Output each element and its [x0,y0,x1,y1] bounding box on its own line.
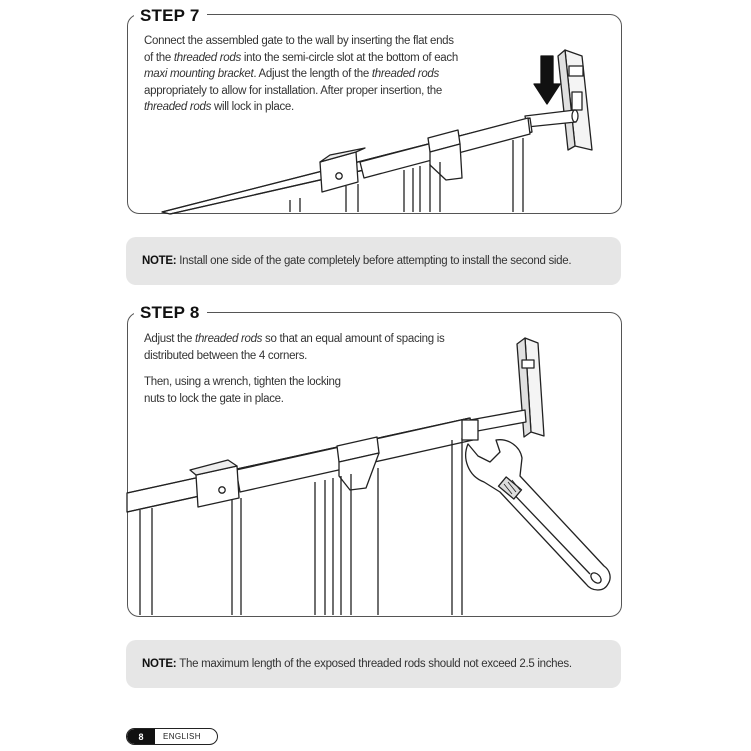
note2-label: NOTE: [142,658,177,670]
text-line: appropriately to allow for installation. After proper insertion, the [144,84,442,97]
page-footer-badge [126,728,218,745]
step8-instructions-2 [144,374,464,407]
text-line: nuts to lock the gate in place. [144,392,284,405]
step8-instructions-1 [144,331,464,364]
note1-text: Install one side of the gate completely before attempting to install the second side. [179,255,572,267]
text-line: of the threaded rods into the semi-circle slot at the bottom of each [144,51,458,64]
text-line: Then, using a wrench, tighten the locking [144,376,341,388]
note1-label: NOTE: [142,255,177,267]
text-line: threaded rods will lock in place. [144,101,294,113]
step7-instructions [144,33,474,116]
text-line: maxi mounting bracket. Adjust the length of the threaded rods [144,68,439,80]
text-line: Adjust the threaded rods so that an equal amount of spacing is [144,333,445,345]
language-label: ENGLISH [163,732,201,741]
step7-title: STEP 7 [134,6,207,26]
note-install-one-side [126,237,621,285]
step8-title: STEP 8 [134,303,207,323]
page-number: 8 [127,729,155,744]
note2-text: The maximum length of the exposed threaded rods should not exceed 2.5 inches. [179,658,572,670]
note-max-rod-length [126,640,621,688]
text-line: Connect the assembled gate to the wall by inserting the flat ends [144,35,454,47]
text-line: distributed between the 4 corners. [144,349,308,362]
